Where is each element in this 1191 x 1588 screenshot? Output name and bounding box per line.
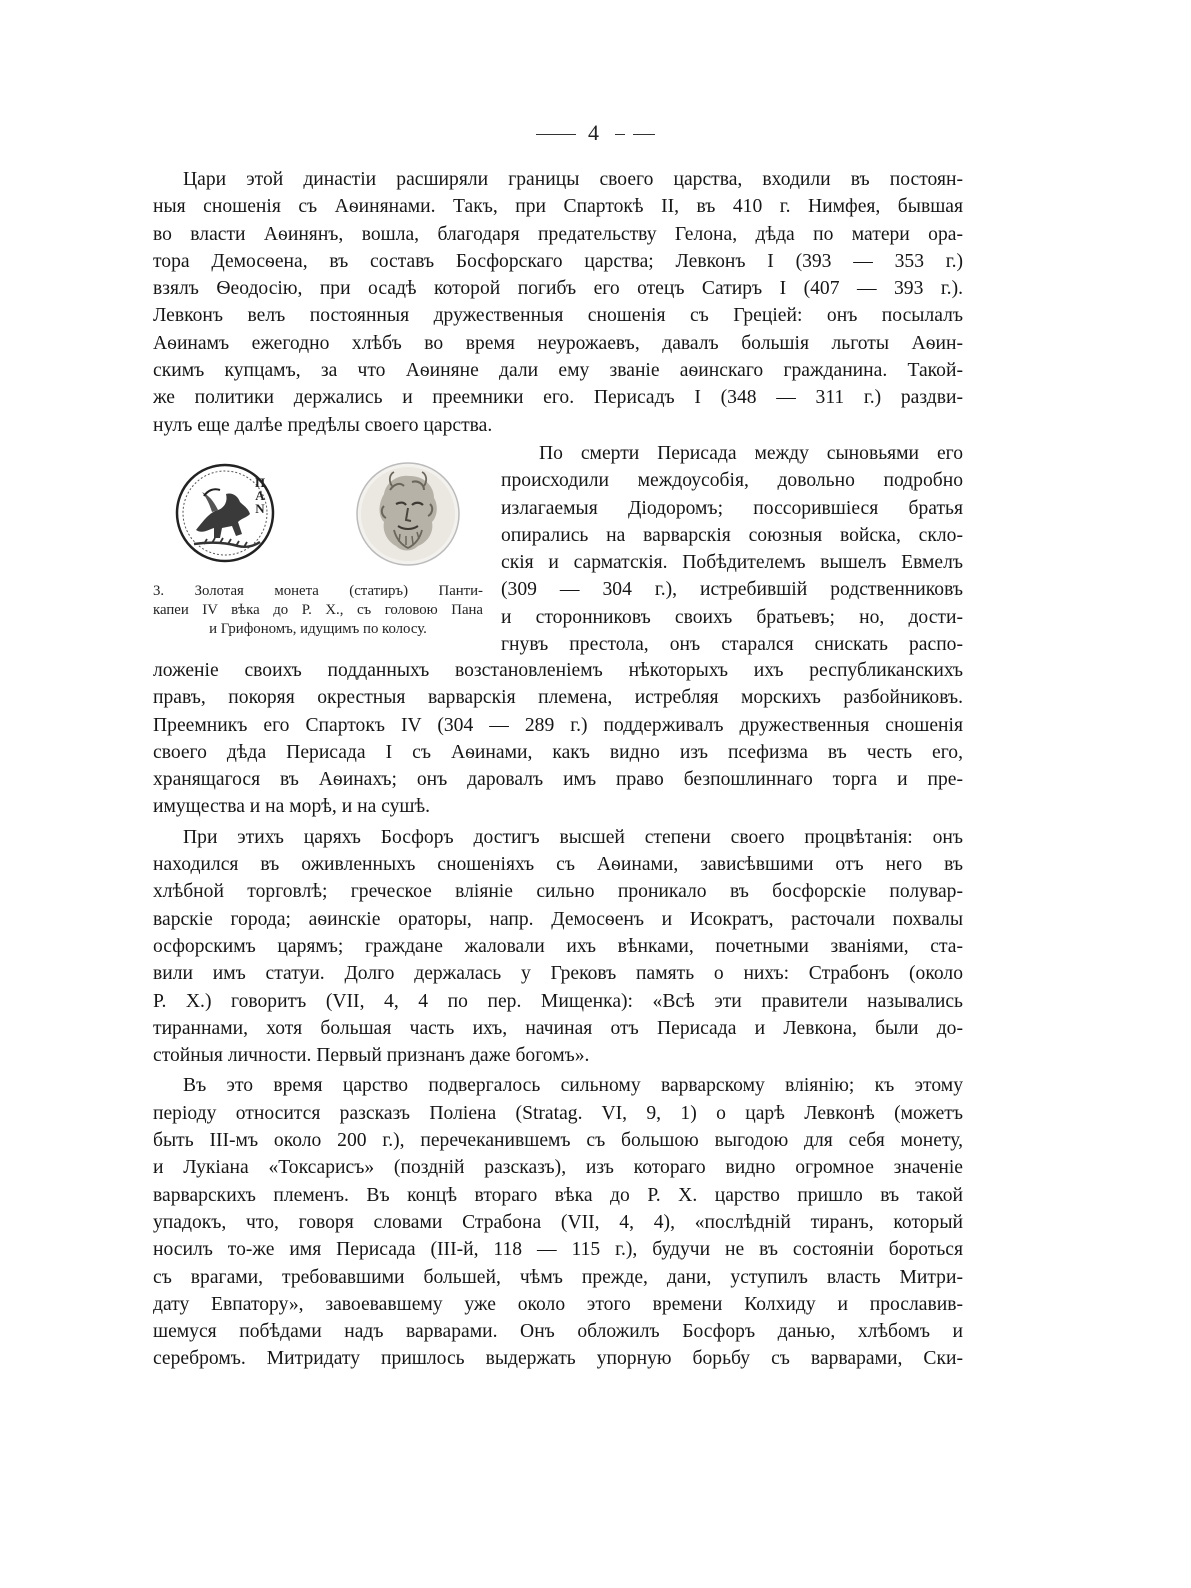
text-line: Левконъ велъ постоянныя дружественныя сношенія съ Греціей: онъ посылалъ bbox=[153, 305, 963, 327]
paragraph-1 bbox=[153, 166, 963, 439]
text-line: взялъ Ѳеодосію, при осадѣ которой погибъ его отецъ Сатиръ I (407 — 393 г.). bbox=[153, 278, 963, 300]
text-line: варварскихъ племенъ. Въ концѣ втораго вѣка до Р. Х. царство пришло въ такой bbox=[153, 1184, 963, 1206]
text-line: же политики держались и преемники его. Перисадъ I (348 — 311 г.) раздви- bbox=[153, 387, 963, 409]
header-rule-right-short bbox=[615, 134, 625, 135]
text-line: Преемникъ его Спартокъ IV (304 — 289 г.) поддерживалъ дружественныя сношенія bbox=[153, 714, 963, 736]
text-line: нулъ еще далѣе предѣлы своего царства. bbox=[153, 414, 493, 436]
text-line: имущества и на морѣ, и на сушѣ. bbox=[153, 796, 431, 818]
text-line: хранящагося въ Аѳинахъ; онъ даровалъ имъ право безпошлиннаго торга и пре- bbox=[153, 769, 963, 791]
paragraph-4 bbox=[153, 1072, 963, 1372]
paragraph-2-column bbox=[501, 440, 963, 658]
text-line: Цари этой династіи расширяли границы своего царства, входили въ постоян- bbox=[183, 169, 963, 190]
text-line: скимъ купцамъ, за что Аѳиняне дали ему званіе аѳинскаго гражданина. Такой- bbox=[153, 360, 963, 382]
coin-obverse-image bbox=[174, 462, 276, 564]
text-line: тираннами, хотя большая часть ихъ, начиная отъ Перисада и Левкона, были до- bbox=[153, 1017, 963, 1039]
text-line: гнувъ престола, онъ старался снискать распо- bbox=[501, 634, 963, 656]
coin-inscription: Π Α Ν bbox=[254, 475, 266, 516]
text-line: скія и сарматскія. Побѣдителемъ вышелъ Евмелъ bbox=[501, 552, 963, 574]
header-rule-right bbox=[633, 134, 655, 135]
paragraph-3 bbox=[153, 824, 963, 1070]
text-line: вили имъ статуи. Долго держалась у Грековъ память о нихъ: Страбонъ (около bbox=[153, 963, 963, 985]
figure-caption bbox=[153, 582, 483, 639]
text-line: и Лукіана «Токсарисъ» (поздній разсказъ), изъ котораго видно огромное значеніе bbox=[153, 1157, 963, 1179]
caption-line: 3. Золотая монета (статиръ) Панти- bbox=[153, 583, 483, 599]
text-line: дату Евпатору», завоевавшему уже около этого времени Колхиду и прославив- bbox=[153, 1293, 963, 1315]
text-line: и сторонниковъ своихъ братьевъ; но, дости- bbox=[501, 606, 963, 628]
text-line: во власти Аѳинянъ, вошла, благодаря предательству Гелона, дѣда по матери ора- bbox=[153, 223, 963, 245]
text-line: ныя сношенія съ Аѳинянами. Такъ, при Спартокѣ II, въ 410 г. Нимфея, бывшая bbox=[153, 196, 963, 218]
text-line: тора Демосѳена, въ составъ Босфорскаго царства; Левконъ I (393 — 353 г.) bbox=[153, 250, 963, 272]
text-line: серебромъ. Митридату пришлось выдержать упорную борьбу съ варварами, Ски- bbox=[153, 1348, 963, 1370]
text-line: хлѣбной торговлѣ; греческое вліяніе сильно проникало въ босфорскіе полувар- bbox=[153, 881, 963, 903]
text-line: происходили междоусобія, довольно подробно bbox=[501, 470, 963, 492]
header-rule-left bbox=[536, 134, 576, 135]
text-line: опирались на варварскія союзныя войска, скло- bbox=[501, 524, 963, 546]
paragraph-2-continued bbox=[153, 657, 963, 821]
text-line: стойныя личности. Первый признанъ даже богомъ». bbox=[153, 1045, 590, 1067]
text-line: правъ, покоряя окрестныя варварскія племена, истребляя морскихъ разбойниковъ. bbox=[153, 687, 963, 709]
text-line: излагаемыя Діодоромъ; поссорившіеся братья bbox=[501, 497, 963, 519]
text-line: своего дѣда Перисада I съ Аѳинами, какъ видно изъ псефизма въ честь его, bbox=[153, 741, 963, 763]
text-line: съ врагами, требовавшими большей, чѣмъ прежде, дани, уступилъ власть Митри- bbox=[153, 1266, 963, 1288]
text-line: находился въ оживленныхъ сношеніяхъ съ Аѳинами, зависѣвшими отъ него въ bbox=[153, 854, 963, 876]
text-line: шемуся побѣдами надъ варварами. Онъ обложилъ Босфоръ данью, хлѣбомъ и bbox=[153, 1321, 963, 1343]
text-line: При этихъ царяхъ Босфоръ достигъ высшей степени своего процвѣтанія: онъ bbox=[183, 826, 963, 848]
text-line: варскіе города; аѳинскіе ораторы, напр. Демосѳенъ и Исократъ, расточали похвалы bbox=[153, 908, 963, 930]
text-line: По смерти Перисада между сыновьями его bbox=[539, 443, 963, 464]
text-line: ложеніе своихъ подданныхъ возстановленіемъ нѣкоторыхъ ихъ республиканскихъ bbox=[153, 660, 963, 681]
text-line: осфорскимъ царямъ; граждане жаловали ихъ вѣнками, почетными званіями, ста- bbox=[153, 935, 963, 957]
caption-line: и Грифономъ, идущимъ по колосу. bbox=[209, 621, 427, 637]
lower-text bbox=[153, 657, 963, 1373]
text-line: Въ это время царство подвергалось сильному варварскому вліянію; къ этому bbox=[183, 1075, 963, 1097]
pan-head-icon bbox=[354, 460, 462, 568]
coin-reverse-image bbox=[354, 460, 462, 568]
text-line: періоду относится разсказъ Поліена (Stratag. VI, 9, 1) о царѣ Левконѣ (можетъ bbox=[153, 1102, 963, 1124]
caption-line: капеи IV вѣка до Р. Х., съ головою Пана bbox=[153, 602, 483, 618]
text-line: Р. Х.) говоритъ (VII, 4, 4 по пер. Мищенка): «Всѣ эти правители назывались bbox=[153, 990, 963, 1012]
page-header bbox=[0, 120, 1191, 146]
page-number: 4 bbox=[588, 120, 601, 145]
text-line: быть III-мъ около 200 г.), перечеканившемъ съ большою выгодою для себя монету, bbox=[153, 1130, 963, 1152]
text-line: носилъ то-же имя Перисада (III-й, 118 — 115 г.), будучи не въ состояніи бороться bbox=[153, 1239, 963, 1261]
text-line: (309 — 304 г.), истребившій родственниковъ bbox=[501, 579, 963, 601]
text-line: Аѳинамъ ежегодно хлѣбъ во время неурожаевъ, давалъ большія льготы Аѳин- bbox=[153, 332, 963, 354]
text-line: упадокъ, что, говоря словами Страбона (VII, 4, 4), «послѣдній тиранъ, который bbox=[153, 1211, 963, 1233]
